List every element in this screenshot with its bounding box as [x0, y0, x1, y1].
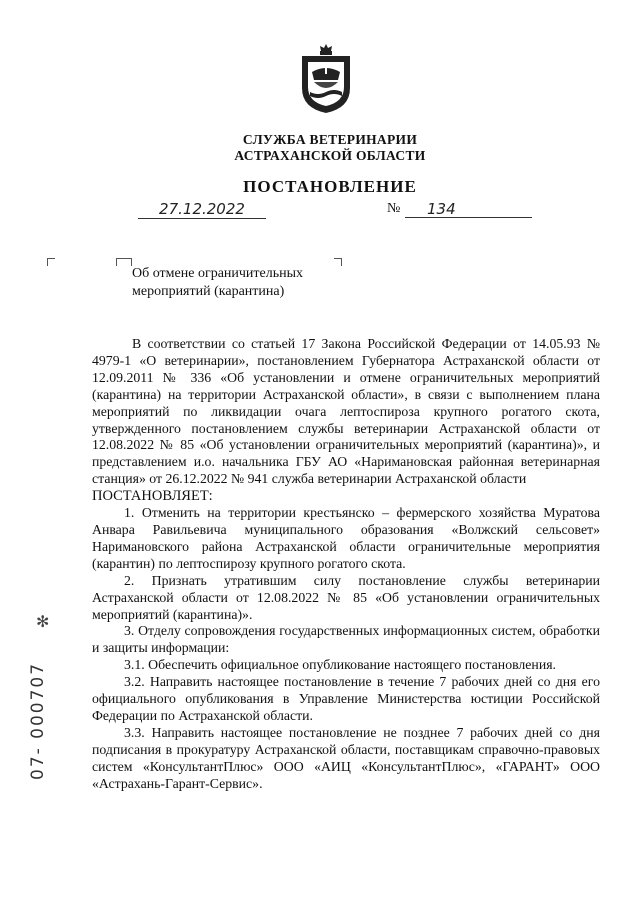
document-date: 27.12.2022 [138, 200, 266, 219]
registration-code: 07- 000707 [28, 661, 48, 780]
clause-2: 2. Признать утратившим силу постановление службы ветеринарии Астраханской области от 12.08.2022 № 85 «Об установлении ограничительных мероприятий (карантина)». [92, 572, 600, 622]
clause-1: 1. Отменить на территории крестьянско – фермерского хозяйства Муратова Анвара Равильевича муниципального образования «Волжский сельсовет» Наримановского района Астраханской области ограничительные мероприятия (карантин) по лептоспирозу крупного рогатого скота. [92, 505, 600, 571]
number-label: № [387, 201, 401, 216]
document-body [92, 336, 600, 792]
clause-3: 3. Отделу сопровождения государственных информационных систем, обработки и защиты информации: [92, 623, 600, 656]
coat-of-arms-icon [298, 42, 354, 114]
clause-3-1: 3.1. Обеспечить официальное опубликование настоящего постановления. [124, 657, 556, 673]
decree-word: ПОСТАНОВЛЯЕТ: [92, 488, 213, 505]
org-name-line1: СЛУЖБА ВЕТЕРИНАРИИ [242, 132, 418, 147]
registration-mark-icon: ✻ [36, 614, 50, 631]
corner-mark [124, 258, 132, 266]
document-type-title: ПОСТАНОВЛЕНИЕ [243, 177, 417, 196]
org-name-line2: АСТРАХАНСКОЙ ОБЛАСТИ [234, 148, 426, 163]
clause-3-2: 3.2. Направить настоящее постановление в течение 7 рабочих дней со дня его официального опубликования в Управление Министерства юстиции Российской Федерации по Астраханской области. [92, 674, 600, 723]
corner-mark [47, 258, 55, 266]
subject-line1: Об отмене ограничительных [132, 266, 304, 281]
preamble-paragraph: В соответствии со статьей 17 Закона Российской Федерации от 14.05.93 № 4979-1 «О ветеринарии», постановлением Губернатора Астраханской области от 12.09.2011 № 336 «Об установлении и отмене ограничительных мероприятий (карантина) на территории Астраханской области», в связи с выполнением плана мероприятий по ликвидации очага лептоспироза крупного рогатого скота, утвержденного постановлением службы ветеринарии Астраханской области от 12.08.2022 № 85 «Об установлении ограничительных мероприятий (карантина)», и представлением и.о. начальника ГБУ АО «Наримановская районная ветеринарная станция» от 26.12.2022 № 941 служба ветеринарии Астраханской области [92, 336, 600, 487]
document-subject [132, 265, 362, 301]
clause-3-3: 3.3. Направить настоящее постановление не позднее 7 рабочих дней со дня подписания в прокуратуру Астраханской области, поставщикам справочно-правовых систем «КонсультантПлюс» ООО «АИЦ «КонсультантПлюс», «ГАРАНТ» ООО «Астрахань-Гарант-Сервис». [92, 724, 600, 791]
document-number: 134 [405, 200, 532, 218]
corner-mark [116, 258, 124, 266]
subject-line2: мероприятий (карантина) [132, 284, 285, 299]
